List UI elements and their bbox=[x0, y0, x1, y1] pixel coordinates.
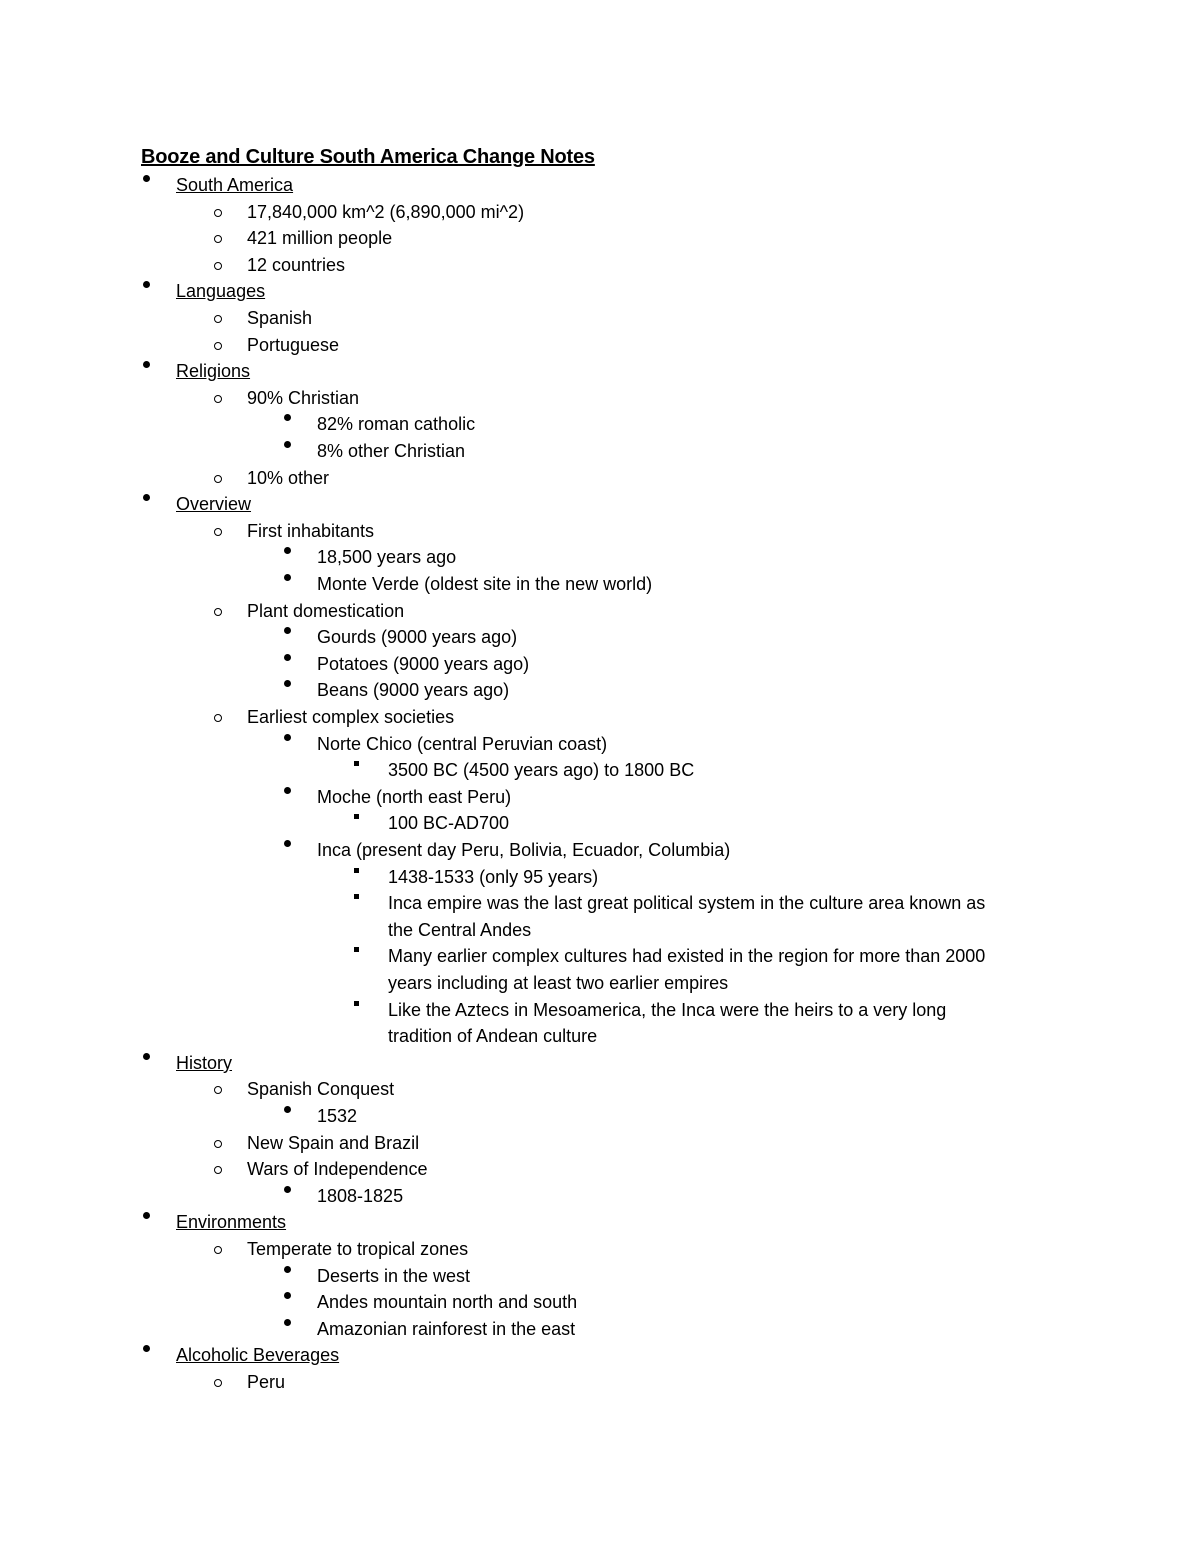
outline-item bbox=[0, 970, 1200, 996]
disc-bullet-icon bbox=[282, 1289, 302, 1315]
outline-item-text: Amazonian rainforest in the east bbox=[317, 1319, 576, 1339]
outline-item-text: Alcoholic Beverages bbox=[176, 1345, 340, 1365]
outline-item bbox=[0, 917, 1200, 943]
outline-item bbox=[0, 1023, 1200, 1049]
disc-bullet-icon bbox=[141, 1050, 161, 1076]
outline-item bbox=[0, 1076, 1200, 1102]
outline-item bbox=[0, 1369, 1200, 1395]
outline-item-text: 12 countries bbox=[247, 255, 346, 275]
outline-item bbox=[0, 518, 1200, 544]
disc-bullet-icon bbox=[282, 1183, 302, 1209]
outline-item-text: 1438-1533 (only 95 years) bbox=[388, 867, 599, 887]
document-title: Booze and Culture South America Change Notes bbox=[141, 146, 595, 168]
outline-item-text: Earliest complex societies bbox=[247, 707, 455, 727]
outline-item-text: Spanish Conquest bbox=[247, 1079, 395, 1099]
outline-item-text: Peru bbox=[247, 1372, 286, 1392]
outline-item bbox=[0, 172, 1200, 198]
outline-item bbox=[0, 571, 1200, 597]
outline-item bbox=[0, 465, 1200, 491]
disc-bullet-icon bbox=[282, 837, 302, 863]
square-bullet-icon bbox=[352, 943, 372, 969]
outline-item-text: Portuguese bbox=[247, 335, 340, 355]
outline-item-text: 82% roman catholic bbox=[317, 414, 476, 434]
square-bullet-icon bbox=[352, 810, 372, 836]
outline-item-text: Andes mountain north and south bbox=[317, 1292, 578, 1312]
outline-item-text: Deserts in the west bbox=[317, 1266, 471, 1286]
outline-item-text: Religions bbox=[176, 361, 251, 381]
disc-bullet-icon bbox=[282, 624, 302, 650]
circle-bullet-icon bbox=[212, 1236, 232, 1262]
outline-item-text: Temperate to tropical zones bbox=[247, 1239, 469, 1259]
circle-bullet-icon bbox=[212, 598, 232, 624]
outline-item bbox=[0, 1236, 1200, 1262]
outline-item-text: Plant domestication bbox=[247, 601, 405, 621]
outline-item bbox=[0, 837, 1200, 863]
outline-item-text: First inhabitants bbox=[247, 521, 375, 541]
outline-item-text: Monte Verde (oldest site in the new world) bbox=[317, 574, 653, 594]
disc-bullet-icon bbox=[141, 172, 161, 198]
outline-item-text: years including at least two earlier empires bbox=[388, 973, 729, 993]
disc-bullet-icon bbox=[282, 784, 302, 810]
outline-item-text: 10% other bbox=[247, 468, 330, 488]
disc-bullet-icon bbox=[141, 1209, 161, 1235]
disc-bullet-icon bbox=[141, 1342, 161, 1368]
outline-item-text: Inca (present day Peru, Bolivia, Ecuador, Columbia) bbox=[317, 840, 731, 860]
outline-item bbox=[0, 943, 1200, 969]
outline-item-text: Gourds (9000 years ago) bbox=[317, 627, 518, 647]
disc-bullet-icon bbox=[141, 358, 161, 384]
outline-item-text: 100 BC-AD700 bbox=[388, 813, 510, 833]
outline-item bbox=[0, 677, 1200, 703]
circle-bullet-icon bbox=[212, 305, 232, 331]
outline-item-text: 17,840,000 km^2 (6,890,000 mi^2) bbox=[247, 202, 525, 222]
circle-bullet-icon bbox=[212, 1130, 232, 1156]
disc-bullet-icon bbox=[282, 1103, 302, 1129]
circle-bullet-icon bbox=[212, 1156, 232, 1182]
outline-item-text: 18,500 years ago bbox=[317, 547, 457, 567]
disc-bullet-icon bbox=[282, 1316, 302, 1342]
outline-item-text: Moche (north east Peru) bbox=[317, 787, 512, 807]
circle-bullet-icon bbox=[212, 1076, 232, 1102]
outline-item-text: Many earlier complex cultures had existed in the region for more than 2000 bbox=[388, 946, 986, 966]
outline-item-text: Potatoes (9000 years ago) bbox=[317, 654, 530, 674]
outline-item bbox=[0, 651, 1200, 677]
outline-item-text: 421 million people bbox=[247, 228, 393, 248]
outline-item-text: Spanish bbox=[247, 308, 313, 328]
outline-item bbox=[0, 278, 1200, 304]
outline-item bbox=[0, 731, 1200, 757]
outline-item bbox=[0, 1130, 1200, 1156]
disc-bullet-icon bbox=[141, 491, 161, 517]
outline-item-text: Norte Chico (central Peruvian coast) bbox=[317, 734, 608, 754]
outline-item-text: 90% Christian bbox=[247, 388, 360, 408]
circle-bullet-icon bbox=[212, 518, 232, 544]
outline-item bbox=[0, 890, 1200, 916]
outline-item-text: Overview bbox=[176, 494, 252, 514]
outline-item-text: the Central Andes bbox=[388, 920, 532, 940]
outline-item bbox=[0, 1209, 1200, 1235]
outline-item-text: Wars of Independence bbox=[247, 1159, 428, 1179]
outline-item bbox=[0, 1050, 1200, 1076]
outline-item bbox=[0, 598, 1200, 624]
square-bullet-icon bbox=[352, 864, 372, 890]
outline-item-text: tradition of Andean culture bbox=[388, 1026, 598, 1046]
outline-item bbox=[0, 332, 1200, 358]
outline-item bbox=[0, 1156, 1200, 1182]
outline-item bbox=[0, 199, 1200, 225]
outline-item bbox=[0, 1103, 1200, 1129]
outline-item bbox=[0, 1183, 1200, 1209]
outline-item bbox=[0, 491, 1200, 517]
outline-item bbox=[0, 252, 1200, 278]
outline-item-text: Languages bbox=[176, 281, 266, 301]
circle-bullet-icon bbox=[212, 252, 232, 278]
outline-item bbox=[0, 385, 1200, 411]
outline-item bbox=[0, 624, 1200, 650]
outline-item bbox=[0, 704, 1200, 730]
disc-bullet-icon bbox=[282, 544, 302, 570]
outline-item bbox=[0, 544, 1200, 570]
outline-item bbox=[0, 305, 1200, 331]
outline-item bbox=[0, 864, 1200, 890]
outline-item-text: South America bbox=[176, 175, 294, 195]
circle-bullet-icon bbox=[212, 225, 232, 251]
square-bullet-icon bbox=[352, 757, 372, 783]
circle-bullet-icon bbox=[212, 199, 232, 225]
outline-item-text: Environments bbox=[176, 1212, 287, 1232]
square-bullet-icon bbox=[352, 997, 372, 1023]
outline-item-text: 1808-1825 bbox=[317, 1186, 404, 1206]
disc-bullet-icon bbox=[282, 438, 302, 464]
outline-item-text: Like the Aztecs in Mesoamerica, the Inca were the heirs to a very long bbox=[388, 1000, 947, 1020]
outline-item-text: New Spain and Brazil bbox=[247, 1133, 420, 1153]
outline-item bbox=[0, 438, 1200, 464]
circle-bullet-icon bbox=[212, 385, 232, 411]
disc-bullet-icon bbox=[282, 1263, 302, 1289]
outline-item bbox=[0, 1316, 1200, 1342]
disc-bullet-icon bbox=[141, 278, 161, 304]
outline-item-text: 8% other Christian bbox=[317, 441, 466, 461]
outline-item bbox=[0, 757, 1200, 783]
disc-bullet-icon bbox=[282, 731, 302, 757]
disc-bullet-icon bbox=[282, 677, 302, 703]
disc-bullet-icon bbox=[282, 651, 302, 677]
outline-item-text: Beans (9000 years ago) bbox=[317, 680, 510, 700]
outline-item-text: History bbox=[176, 1053, 233, 1073]
outline-item bbox=[0, 810, 1200, 836]
outline-item bbox=[0, 1263, 1200, 1289]
outline-item bbox=[0, 1342, 1200, 1368]
outline-item bbox=[0, 1289, 1200, 1315]
outline-item bbox=[0, 784, 1200, 810]
outline-item bbox=[0, 411, 1200, 437]
outline-item bbox=[0, 997, 1200, 1023]
outline-item-text: Inca empire was the last great political system in the culture area known as bbox=[388, 893, 986, 913]
outline-item-text: 3500 BC (4500 years ago) to 1800 BC bbox=[388, 760, 695, 780]
circle-bullet-icon bbox=[212, 465, 232, 491]
outline-item bbox=[0, 358, 1200, 384]
disc-bullet-icon bbox=[282, 411, 302, 437]
outline-item bbox=[0, 225, 1200, 251]
circle-bullet-icon bbox=[212, 1369, 232, 1395]
circle-bullet-icon bbox=[212, 332, 232, 358]
disc-bullet-icon bbox=[282, 571, 302, 597]
outline-item-text: 1532 bbox=[317, 1106, 358, 1126]
circle-bullet-icon bbox=[212, 704, 232, 730]
square-bullet-icon bbox=[352, 890, 372, 916]
